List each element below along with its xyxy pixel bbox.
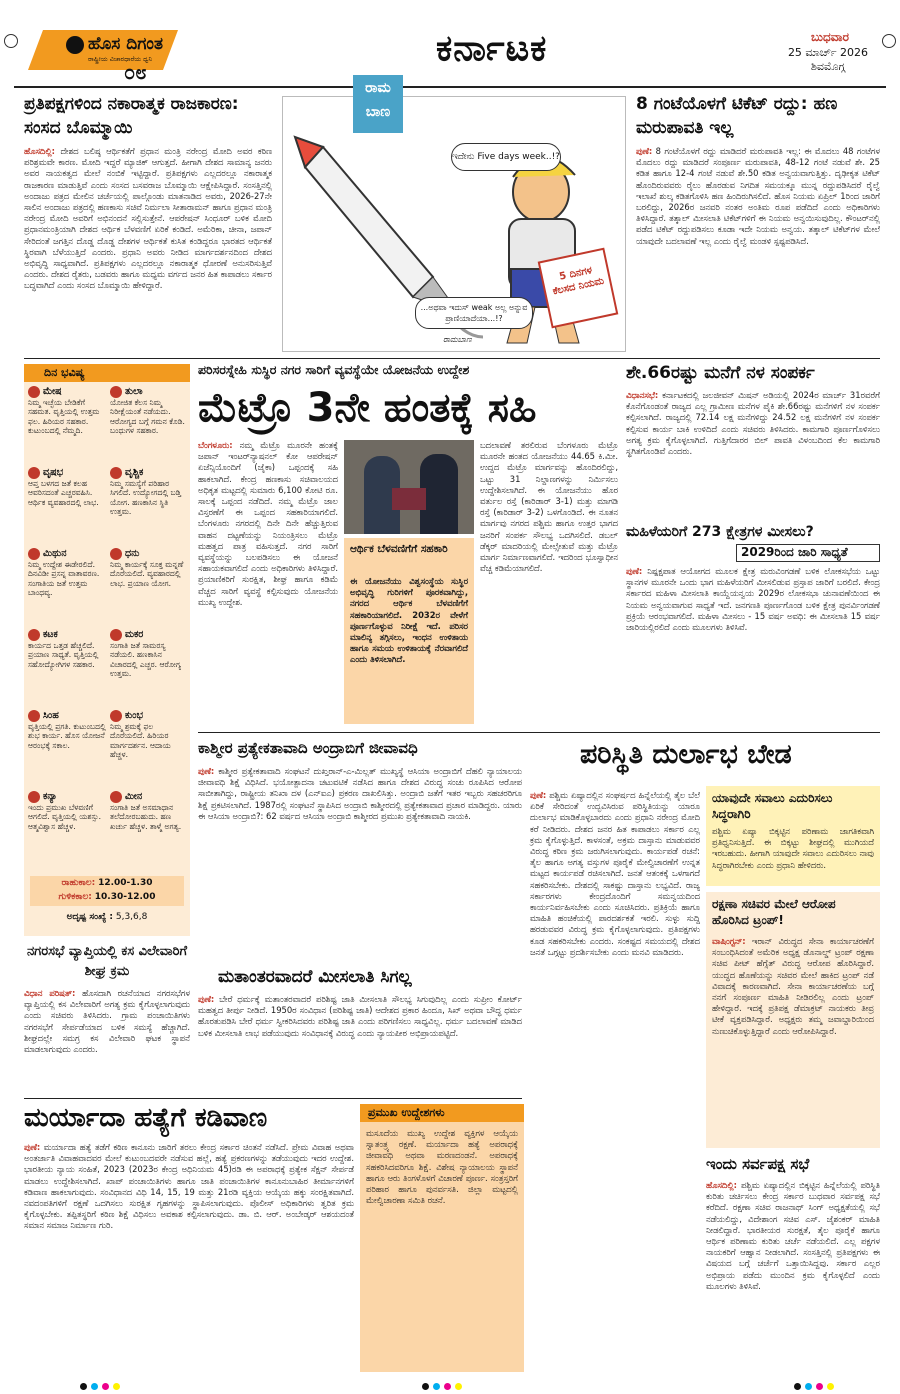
horoscope-item xyxy=(28,629,108,708)
body: ಹೊಸದಾಗಿ ರಚನೆಯಾದ ನಗರಸಭೆಗಳ ವ್ಯಾಪ್ತಿಯಲ್ಲಿ ಕಸ ವಿಲೇವಾರಿಗೆ ಅಗತ್ಯ ಕ್ರಮ ಕೈಗೊಳ್ಳಲಾಗುವುದು ಎಂದು ಸಚಿವರು ತಿಳಿಸಿದರು. ಗ್ರಾಮ ಪಂಚಾಯಿತಿಗಳು ನಗರಸಭೆಗೆ ಸೇರ್ಪಡೆಯಾದ ಬಳಿಕ ಸಮಸ್ಯೆ ಹೆಚ್ಚಾಗಿದೆ. ಶೀಘ್ರದಲ್ಲೇ ಸಮಗ್ರ ಕಸ ವಿಲೇವಾರಿ ಘಟಕ ಸ್ಥಾಪನೆ ಮಾಡಲಾಗುವುದು ಎಂದರು. xyxy=(24,988,190,1055)
sign-name: ಮೀನ xyxy=(125,791,143,802)
headline: ಮರ್ಯಾದಾ ಹತ್ಯೆಗೆ ಕಡಿವಾಣ xyxy=(24,1103,268,1133)
story-conversion xyxy=(198,966,522,1094)
challenge-box xyxy=(706,786,880,886)
horoscope-item xyxy=(28,467,108,546)
sign-prediction: ಆಪ್ತ ಬಳಗದ ಜತೆ ಕಲಹ ಆವರಿಸದಂತೆ ಎಚ್ಚರವಹಿಸಿ. ಆರ್ಥಿಕ ವ್ಯವಹಾರದಲ್ಲಿ ಲಾಭ. xyxy=(28,479,99,507)
headline: ಮತಾಂತರವಾದರೆ ಮೀಸಲಾತಿ ಸಿಗಲ್ಲ xyxy=(218,967,412,987)
zodiac-icon xyxy=(28,710,40,722)
objectives-box xyxy=(360,1104,524,1372)
timings-box xyxy=(30,876,184,906)
sign-name: ಕನ್ಯಾ xyxy=(43,791,58,802)
column-1-body: ನಮ್ಮ ಮೆಟ್ರೊ ಮೂರನೇ ಹಂತಕ್ಕೆ ಜಪಾನ್ ಇಂಟರ್‌ನ್ಯಾಷನಲ್ ಕೋ ಆಪರೇಷನ್ ಏಜೆನ್ಸಿಯೊಂದಿಗೆ (ಜೈಕಾ) ಒಪ್ಪಂದಕ್ಕೆ ಸಹಿ ಹಾಕಲಾಗಿದೆ. ಕೇಂದ್ರ ಹಣಕಾಸು ಸಚಿವಾಲಯದ ಅಧಿಕೃತ ಮಟ್ಟದಲ್ಲಿ ಸುಮಾರು 6,100 ಕೋಟಿ ರೂ. ಸಾಲಕ್ಕೆ ಒಪ್ಪಂದ ನಡೆದಿದೆ. ನಮ್ಮ ಮೆಟ್ರೊ ಜಾಲ ವಿಸ್ತರಣೆಗೆ ಈ ಒಪ್ಪಂದ ಸಹಕಾರಿಯಾಗಲಿದೆ. ಬೆಂಗಳೂರು ನಗರದಲ್ಲಿ ದಿನೇ ದಿನೇ ಹೆಚ್ಚುತ್ತಿರುವ ವಾಹನ ದಟ್ಟಣೆಯನ್ನು ನಿಯಂತ್ರಿಸಲು ಮೆಟ್ರೊ ಮಹತ್ವದ ಪಾತ್ರ ವಹಿಸುತ್ತದೆ. ನಗರ ಸಾರಿಗೆ ವ್ಯವಸ್ಥೆಯನ್ನು ಬಲಪಡಿಸಲು ಈ ಯೋಜನೆ ಸಹಾಯಕವಾಗಲಿದೆ ಎಂದು ಅಧಿಕಾರಿಗಳು ತಿಳಿಸಿದ್ದಾರೆ. ಪ್ರಯಾಣಿಕರಿಗೆ ಸುರಕ್ಷಿತ, ಶೀಘ್ರ ಹಾಗೂ ಕಡಿಮೆ ವೆಚ್ಚದ ಸಾರಿಗೆ ವ್ಯವಸ್ಥೆ ಕಲ್ಪಿಸುವುದು ಯೋಜನೆಯ ಮುಖ್ಯ ಉದ್ದೇಶ. xyxy=(198,440,338,607)
objectives-title: ಪ್ರಮುಖ ಉದ್ದೇಶಗಳು xyxy=(360,1104,524,1122)
column-1 xyxy=(198,440,338,724)
article-body xyxy=(198,994,522,1092)
horoscope-box xyxy=(24,364,190,936)
dateline: ಪುಣೆ: xyxy=(636,146,653,156)
dateline: ವಿಧಾನಸಭೆ: xyxy=(626,390,659,400)
dateline: ವಾಷಿಂಗ್ಟನ್: xyxy=(712,936,746,946)
article-body xyxy=(626,566,880,726)
sign-name: ಮೇಷ xyxy=(43,386,62,397)
row-rule-1 xyxy=(24,358,880,359)
bubble-bottom: ...ಅಥವಾ ಇದುಸ್ weak ಅಲ್ಲ ಅನ್ನುವ ಪ್ರಾಣಿಯಾದೆಯಾ...!? xyxy=(415,297,533,329)
dateline: ಪುಣೆ: xyxy=(198,994,215,1004)
dateline: ವಿಧಾನ ಪರಿಷತ್: xyxy=(24,988,76,998)
sign-prediction: ಇಂದು ಪ್ರಮುಖ ಬೆಳವಣಿಗೆ ಆಗಲಿದೆ. ವೃತ್ತಿಯಲ್ಲಿ ಯಶಸ್ಸು. ಆತ್ಮವಿಶ್ವಾಸ ಹೆಚ್ಚಳ. xyxy=(28,803,102,831)
story-nagarasabhe xyxy=(24,942,190,1092)
dateline: ಪುಣೆ: xyxy=(24,1142,41,1152)
story-crisis xyxy=(530,736,880,782)
story-ticket xyxy=(636,92,880,354)
box-body: ಪಶ್ಚಿಮ ಏಷ್ಯಾ ಬಿಕ್ಕಟ್ಟಿನ ಪರಿಣಾಮ ಜಾಗತಿಕವಾಗಿ ಪ್ರತಿಧ್ವನಿಸುತ್ತಿದೆ. ಈ ಬಿಕ್ಕಟ್ಟು ಶೀಘ್ರದಲ್ಲಿ ಮುಗಿಯದೆ ಇರಬಹುದು. ಹೀಗಾಗಿ ಯಾವುದೇ ಸವಾಲು ಎದುರಿಸಲು ನಾವು ಸಿದ್ಧರಾಗಿರಬೇಕು ಎಂದು ಪ್ರಧಾನಿ ಹೇಳಿದರು. xyxy=(712,826,874,870)
dateline: ಹೊಸದಿಲ್ಲಿ: xyxy=(24,146,56,156)
zodiac-icon xyxy=(110,629,122,641)
sign-prediction: ನಿಮ್ಮ ಉದ್ದೇಶ ಈಡೇರಲಿದೆ. ದಿನವಿಡೀ ಪ್ರಸನ್ನ ವಾತಾವರಣ. ಸಂಗಾತಿಯ ಜತೆ ಉತ್ತಮ ಬಾಂಧವ್ಯ. xyxy=(28,560,100,598)
column-tag-line2: ಬಾಣ xyxy=(365,104,391,120)
headline: ರಕ್ಷಣಾ ಸಚಿವರ ಮೇಲೆ ಆರೋಪ ಹೊರಿಸಿದ ಟ್ರಂಪ್! xyxy=(712,897,836,927)
body: ಮರ್ಯಾದಾ ಹತ್ಯೆ ತಡೆಗೆ ಕಠಿಣ ಕಾನೂನು ಜಾರಿಗೆ ತರಲು ಕೇಂದ್ರ ಸರ್ಕಾರ ಚಿಂತನೆ ನಡೆಸಿದೆ. ಪ್ರೇಮ ವಿವಾಹ ಅಥವಾ ಅಂತರ್ಜಾತಿ ವಿವಾಹವಾದವರ ಮೇಲೆ ಕುಟುಂಬದವರೇ ನಡೆಸುವ ಹಲ್ಲೆ, ಹತ್ಯೆ ಪ್ರಕರಣಗಳನ್ನು ತಡೆಯುವುದು ಇದರ ಉದ್ದೇಶ. ಭಾರತೀಯ ನ್ಯಾಯ ಸಂಹಿತೆ, 2023 (2023ರ ಕೇಂದ್ರ ಅಧಿನಿಯಮ 45)ರಡಿ ಈ ಅಪರಾಧಕ್ಕೆ ಪ್ರತ್ಯೇಕ ಸೆಕ್ಷನ್ ಸೇರ್ಪಡೆ ಮಾಡಲು ಉದ್ದೇಶಿಸಲಾಗಿದೆ. ಖಾಪ್ ಪಂಚಾಯಿತಿಗಳು ಹಾಗೂ ಜಾತಿ ಪಂಚಾಯಿತಿಗಳ ಕಾನೂನುಬಾಹಿರ ತೀರ್ಮಾನಗಳಿಗೆ ಕಡಿವಾಣ ಹಾಕಲಾಗುವುದು. ಸಂವಿಧಾನದ ವಿಧಿ 14, 15, 19 ಮತ್ತು 21ರಡಿ ವ್ಯಕ್ತಿಯ ಆಯ್ಕೆಯ ಹಕ್ಕು ಸಂರಕ್ಷಿತವಾಗಿದೆ. ನವದಂಪತಿಗಳಿಗೆ ರಕ್ಷಣೆ ಒದಗಿಸಲು ಸುರಕ್ಷಿತ ಗೃಹಗಳನ್ನು ಸ್ಥಾಪಿಸಲಾಗುವುದು. ಪೊಲೀಸ್ ಅಧಿಕಾರಿಗಳು ತ್ವರಿತ ಕ್ರಮ ಕೈಗೊಳ್ಳಬೇಕು. ತಪ್ಪಿತಸ್ಥರಿಗೆ ಕಠಿಣ ಶಿಕ್ಷೆ ವಿಧಿಸಲು ಅವಕಾಶ ಕಲ್ಪಿಸಲಾಗುವುದು. ಡಾ. ಬಿ. ಆರ್. ಅಂಬೇಡ್ಕರ್ ಆಶಯದಂತೆ ಸಮಾನ ಸಮಾಜ ನಿರ್ಮಾಣ ಗುರಿ. xyxy=(24,1142,354,1231)
body: ಬೇರೆ ಧರ್ಮಕ್ಕೆ ಮತಾಂತರವಾದರೆ ಪರಿಶಿಷ್ಟ ಜಾತಿ ಮೀಸಲಾತಿ ಸೌಲಭ್ಯ ಸಿಗುವುದಿಲ್ಲ ಎಂದು ಸುಪ್ರೀಂ ಕೋರ್ಟ್ ಮಹತ್ವದ ತೀರ್ಪು ನೀಡಿದೆ. 1950ರ ಸಂವಿಧಾನ (ಪರಿಶಿಷ್ಟ ಜಾತಿ) ಆದೇಶದ ಪ್ರಕಾರ ಹಿಂದೂ, ಸಿಖ್ ಅಥವಾ ಬೌದ್ಧ ಧರ್ಮ ಹೊರತುಪಡಿಸಿ ಬೇರೆ ಧರ್ಮ ಸ್ವೀಕರಿಸಿದವರು ಪರಿಶಿಷ್ಟ ಜಾತಿ ಎಂದು ಪರಿಗಣಿಸಲು ಸಾಧ್ಯವಿಲ್ಲ. ಧರ್ಮ ಬದಲಾವಣೆ ಮಾಡಿದ ಬಳಿಕ ಮೀಸಲಾತಿ ಲಾಭ ಪಡೆಯುವುದು ಸಂವಿಧಾನಕ್ಕೆ ವಿರುದ್ಧ ಎಂದು ನ್ಯಾಯಪೀಠ ಅಭಿಪ್ರಾಯಪಟ್ಟಿದೆ. xyxy=(198,994,522,1038)
story-opposition xyxy=(24,92,272,354)
rahukala-label: ರಾಹುಕಾಲ: xyxy=(61,878,96,888)
placard-text: 5 ದಿನಗಳ ಕೆಲಸದ ನಿಯಮ xyxy=(551,264,606,298)
masthead-rule xyxy=(14,86,886,88)
dateline: ಹೊಸದಿಲ್ಲಿ: xyxy=(706,1180,738,1190)
crop-mark-right xyxy=(882,34,896,48)
box-body: ಈ ಯೋಜನೆಯು ವಿಶ್ವಸಂಸ್ಥೆಯ ಸುಸ್ಥಿರ ಅಭಿವೃದ್ಧಿ ಗುರಿಗಳಿಗೆ ಪೂರಕವಾಗಿದ್ದು, ನಗರದ ಆರ್ಥಿಕ ಬೆಳವಣಿಗೆಗೆ ಸಹಕಾರಿಯಾಗಲಿದೆ. 2032ರ ವೇಳೆಗೆ ಪೂರ್ಣಗೊಳ್ಳುವ ನಿರೀಕ್ಷೆ ಇದೆ. ಪರಿಸರ ಮಾಲಿನ್ಯ ತಗ್ಗಿಸಲು, ಇಂಧನ ಉಳಿತಾಯ ಹಾಗೂ ಸಮಯ ಉಳಿತಾಯಕ್ಕೆ ನೆರವಾಗಲಿದೆ ಎಂದು ತಿಳಿಸಲಾಗಿದೆ. xyxy=(350,576,468,665)
sign-name: ವೃಶ್ಚಿಕ xyxy=(125,467,144,478)
cartoonist-signature: ರಾಮಬಾಣ xyxy=(443,335,472,344)
horoscope-item xyxy=(110,548,190,627)
row-rule-2 xyxy=(198,732,880,733)
headline: ಶೇ.66ರಷ್ಟು ಮನೆಗೆ ನಳ ಸಂಪರ್ಕ xyxy=(626,363,815,383)
horoscope-title: ದಿನ ಭವಿಷ್ಯ xyxy=(44,366,85,379)
lucky-number xyxy=(30,912,184,928)
crisis-body xyxy=(530,790,700,1350)
sign-name: ಮಕರ xyxy=(125,629,144,640)
article-body xyxy=(626,390,880,514)
horoscope-item xyxy=(28,791,108,870)
sign-prediction: ನಿಮ್ಮ ಕಾರ್ಯಕ್ಕೆ ಸೂಕ್ತ ಮನ್ನಣೆ ದೊರೆಯಲಿದೆ. ವ್ಯವಹಾರದಲ್ಲಿ ಲಾಭ. ಪ್ರಯಾಣ ಯೋಗ. xyxy=(110,560,184,588)
sign-prediction: ನಿಮ್ಮ ಶ್ರಮಕ್ಕೆ ಫಲ ದೊರೆಯಲಿದೆ. ಹಿರಿಯರ ಮಾರ್ಗದರ್ಶನ. ಆದಾಯ ಹೆಚ್ಚಳ. xyxy=(110,722,171,760)
dateline: ಪುಣೆ: xyxy=(198,766,215,776)
story-trump xyxy=(706,892,880,1148)
sign-prediction: ಕಾರ್ಯದ ಒತ್ತಡ ಹೆಚ್ಚಲಿದೆ. ಪ್ರಯಾಣ ಸಾಧ್ಯತೆ. ವೃತ್ತಿಯಲ್ಲಿ ಸಹೋದ್ಯೋಗಿಗಳ ಸಹಕಾರ. xyxy=(28,641,99,669)
story-women-reservation xyxy=(626,522,880,728)
lucky-label: ಅದೃಷ್ಟ ಸಂಖ್ಯೆ : xyxy=(66,912,113,922)
sign-name: ಕುಂಭ xyxy=(125,710,143,721)
sign-prediction: ವೃತ್ತಿಯಲ್ಲಿ ಪ್ರಗತಿ. ಕುಟುಂಬದಲ್ಲಿ ಶುಭ ಕಾರ್ಯ. ಹೊಸ ಯೋಜನೆ ಆರಂಭಕ್ಕೆ ಸಕಾಲ. xyxy=(28,722,106,750)
article-body xyxy=(24,1142,354,1370)
body: ಪಶ್ಚಿಮ ಏಷ್ಯಾದಲ್ಲಿನ ಬಿಕ್ಕಟ್ಟಿನ ಹಿನ್ನೆಲೆಯಲ್ಲಿ ಪರಿಸ್ಥಿತಿ ಕುರಿತು ಚರ್ಚಿಸಲು ಕೇಂದ್ರ ಸರ್ಕಾರ ಬುಧವಾರ ಸರ್ವಪಕ್ಷ ಸಭೆ ಕರೆದಿದೆ. ರಕ್ಷಣಾ ಸಚಿವ ರಾಜನಾಥ್ ಸಿಂಗ್ ಅಧ್ಯಕ್ಷತೆಯಲ್ಲಿ ಸಭೆ ನಡೆಯಲಿದ್ದು, ವಿದೇಶಾಂಗ ಸಚಿವ ಎಸ್. ಜೈಶಂಕರ್ ಮಾಹಿತಿ ನೀಡಲಿದ್ದಾರೆ. ಭಾರತೀಯರ ಸುರಕ್ಷತೆ, ತೈಲ ಪೂರೈಕೆ ಹಾಗೂ ಆರ್ಥಿಕ ಪರಿಣಾಮ ಕುರಿತು ಚರ್ಚೆ ನಡೆಯಲಿದೆ. ಎಲ್ಲ ಪಕ್ಷಗಳ ನಾಯಕರಿಗೆ ಆಹ್ವಾನ ನೀಡಲಾಗಿದೆ. ಸಂಸತ್ತಿನಲ್ಲಿ ಪ್ರತಿಪಕ್ಷಗಳು ಈ ವಿಷಯದ ಬಗ್ಗೆ ಚರ್ಚೆಗೆ ಒತ್ತಾಯಿಸಿದ್ದವು. ಸರ್ಕಾರ ಎಲ್ಲರ ಅಭಿಪ್ರಾಯ ಪಡೆದು ಮುಂದಿನ ಕ್ರಮ ಕೈಗೊಳ್ಳಲಿದೆ ಎಂದು ಮೂಲಗಳು ತಿಳಿಸಿವೆ. xyxy=(706,1180,880,1291)
signing-photo xyxy=(344,440,474,534)
issue-day: ಬುಧವಾರ xyxy=(811,30,849,44)
sign-name: ವೃಷಭ xyxy=(43,467,64,478)
sign-name: ಧನು xyxy=(125,548,140,559)
zodiac-icon xyxy=(110,791,122,803)
sign-prediction: ನಿಮ್ಮ ಇಚ್ಛೆಯ ಬೇಡಿಕೆಗೆ ಸಹಮತ. ವೃತ್ತಿಯಲ್ಲಿ ಉತ್ತಮ ಫಲ. ಹಿರಿಯರ ಸಹಕಾರ. ಕುಟುಂಬದಲ್ಲಿ ನೆಮ್ಮದಿ. xyxy=(28,398,100,436)
section-title: ಕರ್ನಾಟಕ xyxy=(436,28,548,69)
sign-prediction: ನಿಮ್ಮ ಸಮಸ್ಯೆಗೆ ಪರಿಹಾರ ಸಿಗಲಿದೆ. ಉದ್ಯೋಗದಲ್ಲಿ ಬಡ್ತಿ ಯೋಗ. ಹಣಕಾಸಿನ ಸ್ಥಿತಿ ಉತ್ತಮ. xyxy=(110,479,182,517)
body: ದೇಶದ ಬಲಿಷ್ಠ ಆರ್ಥಿಕತೆಗೆ ಪ್ರಧಾನ ಮಂತ್ರಿ ನರೇಂದ್ರ ಮೋದಿ ಅವರ ಕಠಿಣ ಪರಿಶ್ರಮವೇ ಕಾರಣ. ಮೋದಿ ಇದ್ದರೆ ಮ್ಯಾಜಿಕ್ ಆಗುತ್ತದೆ. ಹೀಗಾಗಿ ದೇಶದ ಸಾಮಾನ್ಯ ಜನರು ಅವರ ನಾಯಕತ್ವದ ಮೇಲೆ ನಂಬಿಕೆ ಇಟ್ಟಿದ್ದಾರೆ. ಪ್ರತಿಪಕ್ಷಗಳು ಎಲ್ಲದರಲ್ಲೂ ನಕಾರಾತ್ಮಕ ರಾಜಕಾರಣ ಮಾಡುತ್ತಿವೆ ಎಂದು ಸಂಸದ ಬಸವರಾಜ ಬೊಮ್ಮಾಯಿ ಆಕ್ಷೇಪಿಸಿದ್ದಾರೆ. ಸಂಸತ್ತಿನಲ್ಲಿ ಅಂದಾಜು ಪತ್ರದ ಮೇಲಿನ ಚರ್ಚೆಯಲ್ಲಿ ಪಾಲ್ಗೊಂಡು ಮಾತನಾಡಿದ ಅವರು, 2026-27ನೇ ಸಾಲಿನ ಅಂದಾಜು ಪತ್ರದಲ್ಲಿ ಹಣಕಾಸು ಸಚಿವೆ ನಿರ್ಮಲಾ ಸೀತಾರಾಮನ್ ಹಾಗೂ ಪ್ರಧಾನ ಮಂತ್ರಿ ನರೇಂದ್ರ ಮೋದಿ ಅವರಿಗೆ ಅಭಿನಂದನೆ ಸಲ್ಲಿಸುತ್ತೇನೆ. ಆಪರೇಷನ್ ಸಿಂಧೂರ್ ಬಳಿಕ ಮೋದಿ ಪ್ರಧಾನಮಂತ್ರಿಯಾಗಿ ದೇಶದ ಆರ್ಥಿಕ ಬೆಳವಣಿಗೆ ಏರಿಕೆ ಕಂಡಿದೆ. ಅಮೆರಿಕಾ, ಚೀನಾ, ಜಪಾನ್ ಸೇರಿದಂತೆ ಜಗತ್ತಿನ ದೊಡ್ಡ ದೊಡ್ಡ ದೇಶಗಳ ಆರ್ಥಿಕತೆ ಕುಸಿತ ಕಂಡಿದ್ದರೂ ಭಾರತದ ಆರ್ಥಿಕತೆ ಸ್ಥಿರವಾಗಿ ಬೆಳೆಯುತ್ತಿದೆ ಎಂದರು. ಪ್ರಧಾನಿ ಅವರು ನೀಡಿದ ಮಾರ್ಗದರ್ಶನದಿಂದ ದೇಶದ ಅಭಿವೃದ್ಧಿ ಸಾಧ್ಯವಾಗಿದೆ. ಪ್ರತಿಪಕ್ಷಗಳು ಎಲ್ಲದರಲ್ಲೂ ನಕಾರಾತ್ಮಕ ಧೋರಣೆ ಅನುಸರಿಸುತ್ತಿವೆ ಎಂದರು. ದೇಶದ ರೈತರು, ಬಡವರು ಹಾಗೂ ಮಧ್ಯಮ ವರ್ಗದ ಜನರ ಹಿತ ಕಾಪಾಡಲು ಸರ್ಕಾರ ಬದ್ಧವಾಗಿದೆ ಎಂದು ಸಂಸದ ಬೊಮ್ಮಾಯಿ ಹೇಳಿದ್ದಾರೆ. xyxy=(24,146,273,291)
body: ಕರ್ನಾಟಕದಲ್ಲಿ ಜಲಜೀವನ್ ಮಿಷನ್ ಅಡಿಯಲ್ಲಿ 2024ರ ಮಾರ್ಚ್ 31ರವರೆಗೆ ಕೊನೆಗೊಂಡಂತೆ ರಾಜ್ಯದ ಎಲ್ಲ ಗ್ರಾಮೀಣ ಮನೆಗಳ ಪೈಕಿ ಶೇ.66ರಷ್ಟು ಮನೆಗಳಿಗೆ ನಳ ಸಂಪರ್ಕ ಕಲ್ಪಿಸಲಾಗಿದೆ. ರಾಜ್ಯದಲ್ಲಿ 72.14 ಲಕ್ಷ ಮನೆಗಳಿದ್ದು 24.52 ಲಕ್ಷ ಮನೆಗಳಿಗೆ ನಳ ಸಂಪರ್ಕ ಕಲ್ಪಿಸುವ ಕಾರ್ಯ ಬಾಕಿ ಉಳಿದಿದೆ ಎಂದು ಸಚಿವರು ತಿಳಿಸಿದರು. ಕಾಮಗಾರಿ ಪೂರ್ಣಗೊಳಿಸಲು ಅಗತ್ಯ ಕ್ರಮ ಕೈಗೊಳ್ಳಲಾಗಿದೆ. ಗುತ್ತಿಗೆದಾರರ ಬಿಲ್ ಪಾವತಿ ವಿಳಂಬದಿಂದ ಕೆಲ ಕಾಮಗಾರಿ ಸ್ಥಗಿತಗೊಂಡಿವೆ ಎಂದರು. xyxy=(626,390,880,457)
horoscope-item xyxy=(28,548,108,627)
dateline: ಪುಣೆ: xyxy=(626,566,643,576)
story-water xyxy=(626,362,880,516)
horoscope-header xyxy=(24,364,190,382)
registration-dots-right xyxy=(792,1375,852,1385)
zodiac-icon xyxy=(110,467,122,479)
bubble-top: ಇದೇನು Five days week..!? xyxy=(451,143,561,171)
headline: ಪ್ರತಿಪಕ್ಷಗಳಿಂದ ನಕಾರಾತ್ಮಕ ರಾಜಕಾರಣ: ಸಂಸದ ಬೊಮ್ಮಾಯಿ xyxy=(24,94,239,138)
horoscope-item xyxy=(110,791,190,870)
page-number: ೦೮ xyxy=(124,60,147,84)
headline: ಕಾಶ್ಮೀರ ಪ್ರತ್ಯೇಕತಾವಾದಿ ಅಂದ್ರಾಬಿಗೆ ಜೀವಾವಧಿ xyxy=(198,739,418,757)
horoscope-item xyxy=(28,386,108,465)
article-body xyxy=(198,766,522,952)
sign-prediction: ಸಂಗಾತಿ ಜತೆ ಸಾಮರಸ್ಯ ನಡೆಯಲಿ. ಹಣಕಾಸಿನ ವಿಚಾರದಲ್ಲಿ ಎಚ್ಚರ. ಆರೋಗ್ಯ ಉತ್ತಮ. xyxy=(110,641,182,679)
story-kashmir xyxy=(198,738,522,954)
headline: ಇಂದು ಸರ್ವಪಕ್ಷ ಸಭೆ xyxy=(706,1155,810,1173)
story-honor-killing xyxy=(24,1102,354,1372)
headline: 8 ಗಂಟೆಯೊಳಗೆ ಟಿಕೆಟ್ ರದ್ದು: ಹಣ ಮರುಪಾವತಿ ಇಲ್ಲ xyxy=(636,94,838,138)
registration-dots-center xyxy=(420,1375,480,1385)
subhead: 2029ರಿಂದ ಜಾರಿ ಸಾಧ್ಯತೆ xyxy=(736,544,880,562)
sign-prediction: ಸಂಗಾತಿ ಜತೆ ಅಸಮಾಧಾನ ತಲೆದೋರಬಹುದು. ಹಣ ಖರ್ಚು ಹೆಚ್ಚಳ. ತಾಳ್ಮೆ ಅಗತ್ಯ. xyxy=(110,803,182,831)
zodiac-icon xyxy=(110,710,122,722)
column-2: ಬದಲಾವಣೆ ತರಲಿರುವ ಬೆಂಗಳೂರು ಮೆಟ್ರೊ ಮೂರನೇ ಹಂತದ ಯೋಜನೆಯು 44.65 ಕಿ.ಮೀ. ಉದ್ದದ ಮೆಟ್ರೊ ಮಾರ್ಗವನ್ನು ಹೊಂದಿರಲಿದ್ದು, ಒಟ್ಟು 31 ನಿಲ್ದಾಣಗಳನ್ನು ನಿರ್ಮಿಸಲು ಉದ್ದೇಶಿಸಲಾಗಿದೆ. ಈ ಯೋಜನೆಯು ಹೊರ ವರ್ತುಲ ರಸ್ತೆ (ಕಾರಿಡಾರ್ 3-1) ಮತ್ತು ಮಾಗಡಿ ರಸ್ತೆ (ಕಾರಿಡಾರ್ 3-2) ಒಳಗೊಂಡಿದೆ. ಈ ನೂತನ ಮಾರ್ಗವು ನಗರದ ಪಶ್ಚಿಮ ಹಾಗೂ ಉತ್ತರ ಭಾಗದ ಜನರಿಗೆ ಸಂಪರ್ಕ ಸೌಲಭ್ಯ ಒದಗಿಸಲಿದೆ. ಡಬಲ್ ಡೆಕ್ಕರ್ ಮಾದರಿಯಲ್ಲಿ ಮೇಲ್ಸೇತುವೆ ಮತ್ತು ಮೆಟ್ರೊ ಮಾರ್ಗ ನಿರ್ಮಾಣವಾಗಲಿದೆ. ಇದರಿಂದ ಭೂಸ್ವಾಧೀನ ವೆಚ್ಚ ಕಡಿಮೆಯಾಗಲಿದೆ. xyxy=(480,440,618,574)
dateline: ಬೆಂಗಳೂರು: xyxy=(198,440,233,450)
article-body xyxy=(24,146,272,350)
sign-name: ಸಿಂಹ xyxy=(43,710,59,721)
body: ನಿಷ್ಪಕ್ಷಪಾತ ಆಯೋಗದ ಮೂಲಕ ಕ್ಷೇತ್ರ ಮರುವಿಂಗಡಣೆ ಬಳಿಕ ಲೋಕಸಭೆಯ ಒಟ್ಟು ಸ್ಥಾನಗಳ ಮೂರನೇ ಒಂದು ಭಾಗ ಮಹಿಳೆಯರಿಗೆ ಮೀಸಲಿಡುವ ಪ್ರಸ್ತಾಪ ಜಾರಿಗೆ ಬರಲಿದೆ. ಕೇಂದ್ರ ಸರ್ಕಾರದ ಮಹಿಳಾ ಮೀಸಲಾತಿ ಕಾಯ್ದೆಯನ್ವಯ 2029ರ ಲೋಕಸಭಾ ಚುನಾವಣೆಯಿಂದ ಈ ನಿಯಮ ಅನ್ವಯವಾಗುವ ಸಾಧ್ಯತೆ ಇದೆ. ಜನಗಣತಿ ಪೂರ್ಣಗೊಂಡ ಬಳಿಕ ಕ್ಷೇತ್ರ ಪುನರ್ವಿಂಗಡಣೆ ಪ್ರಕ್ರಿಯೆ ಆರಂಭವಾಗಲಿದೆ. ಮಹಿಳಾ ಮೀಸಲು - 15 ವರ್ಷ ಅವಧಿ: ಈ ಮೀಸಲಾತಿ 15 ವರ್ಷ ಜಾರಿಯಲ್ಲಿರಲಿದೆ ಎಂದು ಮೂಲಗಳು ತಿಳಿಸಿವೆ. xyxy=(626,566,880,633)
body: ಇರಾನ್ ವಿರುದ್ಧದ ಸೇನಾ ಕಾರ್ಯಾಚರಣೆಗೆ ಸಂಬಂಧಿಸಿದಂತೆ ಅಮೆರಿಕ ಅಧ್ಯಕ್ಷ ಡೊನಾಲ್ಡ್ ಟ್ರಂಪ್ ರಕ್ಷಣಾ ಸಚಿವ ಪೀಟ್ ಹೆಗ್ಸೆತ್ ವಿರುದ್ಧ ಆರೋಪ ಹೊರಿಸಿದ್ದಾರೆ. ಯುದ್ಧದ ಹೊಣೆಯನ್ನು ಸಚಿವರ ಮೇಲೆ ಹಾಕಿದ ಟ್ರಂಪ್ ನಡೆ ವಿವಾದಕ್ಕೆ ಕಾರಣವಾಗಿದೆ. ಸೇನಾ ಕಾರ್ಯಾಚರಣೆಯ ಬಗ್ಗೆ ನನಗೆ ಸಂಪೂರ್ಣ ಮಾಹಿತಿ ನೀಡಿರಲಿಲ್ಲ ಎಂದು ಟ್ರಂಪ್ ಹೇಳಿದ್ದಾರೆ. ಇದಕ್ಕೆ ಪ್ರತಿಪಕ್ಷ ಡೆಮಾಕ್ರಟ್ ನಾಯಕರು ತೀವ್ರ ಟೀಕೆ ವ್ಯಕ್ತಪಡಿಸಿದ್ದಾರೆ. ಅಧ್ಯಕ್ಷರು ತಮ್ಮ ಜವಾಬ್ದಾರಿಯಿಂದ ನುಣುಚಿಕೊಳ್ಳುತ್ತಿದ್ದಾರೆ ಎಂದು ಆರೋಪಿಸಿದ್ದಾರೆ. xyxy=(712,936,874,1036)
sign-name: ಕಟಕ xyxy=(43,629,58,640)
crop-mark-left xyxy=(4,34,18,48)
rahukala-value: 12.00-1.30 xyxy=(98,878,153,888)
gulika-value: 10.30-12.00 xyxy=(94,892,156,902)
horoscope-item xyxy=(110,710,190,789)
gulika-label: ಗುಳಿಕಕಾಲ: xyxy=(58,892,92,902)
zodiac-icon xyxy=(110,386,122,398)
box-headline: ಯಾವುದೇ ಸವಾಲು ಎದುರಿಸಲು ಸಿದ್ಧರಾಗಿರಿ xyxy=(712,791,833,821)
issue-city: ಶಿವಮೊಗ್ಗ xyxy=(810,60,846,73)
cartoon-panel xyxy=(282,80,626,352)
body: ಪಶ್ಚಿಮ ಏಷ್ಯಾದಲ್ಲಿನ ಸಂಘರ್ಷದ ಹಿನ್ನೆಲೆಯಲ್ಲಿ ತೈಲ ಬೆಲೆ ಏರಿಕೆ ಸೇರಿದಂತೆ ಉದ್ಭವಿಸಿರುವ ಪರಿಸ್ಥಿತಿಯನ್ನು ಯಾರೂ ದುರ್ಲಾಭ ಮಾಡಿಕೊಳ್ಳಬಾರದು ಎಂದು ಪ್ರಧಾನಿ ನರೇಂದ್ರ ಮೋದಿ ಕರೆ ನೀಡಿದರು. ದೇಶದ ಜನರ ಹಿತ ಕಾಪಾಡಲು ಸರ್ಕಾರ ಎಲ್ಲ ಕ್ರಮ ಕೈಗೊಳ್ಳುತ್ತಿದೆ. ಕಾಳಸಂತೆ, ಅಕ್ರಮ ದಾಸ್ತಾನು ಮಾಡುವವರ ವಿರುದ್ಧ ಕಠಿಣ ಕ್ರಮ ಜರುಗಿಸಲಾಗುವುದು. ಕಾರ್ಯಪಡೆ ರಚನೆ: ತೈಲ ಹಾಗೂ ಅಗತ್ಯ ವಸ್ತುಗಳ ಪೂರೈಕೆ ಮೇಲ್ವಿಚಾರಣೆಗೆ ಉನ್ನತ ಮಟ್ಟದ ಕಾರ್ಯಪಡೆ ರಚಿಸಲಾಗಿದೆ. ಜನತೆ ಆತಂಕಕ್ಕೆ ಒಳಗಾಗದೆ ಸಹಕರಿಸಬೇಕು. ದೇಶದಲ್ಲಿ ಸಾಕಷ್ಟು ದಾಸ್ತಾನು ಲಭ್ಯವಿದೆ. ರಾಜ್ಯ ಸರ್ಕಾರಗಳು ಕೇಂದ್ರದೊಂದಿಗೆ ಸಮನ್ವಯದಿಂದ ಕಾರ್ಯನಿರ್ವಹಿಸಬೇಕು ಎಂದು ಸೂಚಿಸಿದರು. ಪ್ರತಿಕ್ರಿಯೆ ಹಾಗೂ ಮಾಹಿತಿ ಹಂಚಿಕೆಯಲ್ಲಿ ಪಾರದರ್ಶಕತೆ ಇರಲಿ. ಸುಳ್ಳು ಸುದ್ದಿ ಹರಡುವವರ ವಿರುದ್ಧ ಕ್ರಮ ಕೈಗೊಳ್ಳಲಾಗುವುದು. ಪ್ರತಿಪಕ್ಷಗಳು ಕೂಡ ಸಹಕರಿಸಬೇಕು ಎಂದರು. ಸಂಕಷ್ಟದ ಸಮಯದಲ್ಲಿ ದೇಶದ ಜನತೆ ಒಗ್ಗಟ್ಟು ಪ್ರದರ್ಶಿಸಬೇಕು ಎಂದು ಮನವಿ ಮಾಡಿದರು. xyxy=(530,790,700,957)
story-all-party xyxy=(706,1154,880,1372)
zodiac-icon xyxy=(28,467,40,479)
headline: ನಗರಸಭೆ ವ್ಯಾಪ್ತಿಯಲ್ಲಿ ಕಸ ವಿಲೇವಾರಿಗೆ ಶೀಘ್ರ ಕ್ರಮ xyxy=(26,944,188,979)
sign-name: ತುಲಾ xyxy=(125,386,143,397)
sign-prediction: ಯೋಜಿತ ಕೆಲಸ ನಿಮ್ಮ ನಿರೀಕ್ಷೆಯಂತೆ ನಡೆಯದು. ಆರೋಗ್ಯದ ಬಗ್ಗೆ ಗಮನ ಕೊಡಿ. ಬಂಧುಗಳ ಸಹಕಾರ. xyxy=(110,398,185,436)
kicker: ಪರಿಸರಸ್ನೇಹಿ ಸುಸ್ಥಿರ ನಗರ ಸಾರಿಗೆ ವ್ಯವಸ್ಥೆಯೇ ಯೋಜನೆಯ ಉದ್ದೇಶ xyxy=(198,362,470,377)
box-title: ಆರ್ಥಿಕ ಬೆಳವಣಿಗೆಗೆ ಸಹಕಾರಿ xyxy=(350,543,448,555)
objectives-body: ಮಸೂದೆಯ ಮುಖ್ಯ ಉದ್ದೇಶ ವ್ಯಕ್ತಿಗಳ ಆಯ್ಕೆಯ ಸ್ವಾತಂತ್ರ್ಯ ರಕ್ಷಣೆ. ಮರ್ಯಾದಾ ಹತ್ಯೆ ಅಪರಾಧಕ್ಕೆ ಜೀವಾವಧಿ ಅಥವಾ ಮರಣದಂಡನೆ. ಅಪರಾಧಕ್ಕೆ ಸಹಕರಿಸಿದವರಿಗೂ ಶಿಕ್ಷೆ. ವಿಶೇಷ ನ್ಯಾಯಾಲಯ ಸ್ಥಾಪನೆ ಹಾಗೂ ಆರು ತಿಂಗಳೊಳಗೆ ವಿಚಾರಣೆ ಪೂರ್ಣ. ಸಂತ್ರಸ್ತರಿಗೆ ಪರಿಹಾರ ಹಾಗೂ ಪುನರ್ವಸತಿ. ಜಿಲ್ಲಾ ಮಟ್ಟದಲ್ಲಿ ಮೇಲ್ವಿಚಾರಣಾ ಸಮಿತಿ ರಚನೆ. xyxy=(366,1128,518,1206)
zodiac-icon xyxy=(28,629,40,641)
body: ಕಾಶ್ಮೀರ ಪ್ರತ್ಯೇಕತಾವಾದಿ ಸಂಘಟನೆ ದುಖ್ತರಾನ್-ಎ-ಮಿಲ್ಲತ್ ಮುಖ್ಯಸ್ಥೆ ಆಸಿಯಾ ಅಂದ್ರಾಬಿಗೆ ದೆಹಲಿ ನ್ಯಾಯಾಲಯ ಜೀವಾವಧಿ ಶಿಕ್ಷೆ ವಿಧಿಸಿದೆ. ಭಯೋತ್ಪಾದನಾ ಚಟುವಟಿಕೆ ನಡೆಸಿದ ಹಾಗೂ ದೇಶದ ವಿರುದ್ಧ ಸಂಚು ರೂಪಿಸಿದ ಆರೋಪ ಸಾಬೀತಾಗಿದ್ದು, ರಾಷ್ಟ್ರೀಯ ತನಿಖಾ ದಳ (ಎನ್‌ಐಎ) ಪ್ರಕರಣ ದಾಖಲಿಸಿತ್ತು. ಅಂದ್ರಾಬಿ ಜತೆಗೆ ಇತರ ಇಬ್ಬರು ಸಹಚರರಿಗೂ ಶಿಕ್ಷೆ ಪ್ರಕಟಿಸಲಾಗಿದೆ. 1987ರಲ್ಲಿ ಸಂಘಟನೆ ಸ್ಥಾಪಿಸಿದ ಅಂದ್ರಾಬಿ ಕಾಶ್ಮೀರದಲ್ಲಿ ಪ್ರತ್ಯೇಕತಾವಾದ ಪ್ರಚಾರ ಮಾಡಿದ್ದರು. ಯಾರು ಈ ಆಸಿಯಾ ಅಂದ್ರಾಬಿ?: 62 ವರ್ಷದ ಆಸಿಯಾ ಅಂದ್ರಾಬಿ ಕಾಶ್ಮೀರದ ಪ್ರಮುಖ ಪ್ರತ್ಯೇಕತಾವಾದಿ ನಾಯಕಿ. xyxy=(198,766,522,821)
horoscope-item xyxy=(110,386,190,465)
brand-name: ಹೊಸ ದಿಗಂತ xyxy=(88,34,163,54)
brand-logo-icon xyxy=(66,36,84,54)
document-folder xyxy=(392,488,426,510)
horoscope-item xyxy=(28,710,108,789)
horoscope-item xyxy=(110,467,190,546)
headline: ಮಹಿಳೆಯರಿಗೆ 273 ಕ್ಷೇತ್ರಗಳ ಮೀಸಲು? xyxy=(626,524,814,540)
dateline: ಪುಣೆ: xyxy=(530,790,547,800)
story-metro xyxy=(198,362,618,728)
headline: ಮೆಟ್ರೊ 3ನೇ ಹಂತಕ್ಕೆ ಸಹಿ xyxy=(198,385,537,431)
article-body xyxy=(24,988,190,1090)
article-body xyxy=(636,146,880,350)
brand-tagline: ರಾಷ್ಟ್ರೀಯ ವಿಚಾರಧಾರೆಯ ಧ್ವನಿ xyxy=(88,55,153,63)
zodiac-icon xyxy=(28,548,40,560)
column-tag-line1: ರಾಮ xyxy=(365,80,391,96)
registration-dots-left xyxy=(78,1375,138,1385)
article-body xyxy=(712,936,874,1144)
sign-name: ಮಿಥುನ xyxy=(43,548,67,559)
article-body xyxy=(706,1180,880,1370)
lucky-value: 5,3,6,8 xyxy=(115,912,148,922)
zodiac-icon xyxy=(28,386,40,398)
masthead xyxy=(0,0,900,86)
horoscope-item xyxy=(110,629,190,708)
zodiac-icon xyxy=(110,548,122,560)
headline: ಪರಿಸ್ಥಿತಿ ದುರ್ಲಾಭ ಬೇಡ xyxy=(580,739,792,770)
issue-date: 25 ಮಾರ್ಚ್ 2026 xyxy=(787,46,869,59)
economy-box xyxy=(344,538,474,724)
row-rule-3 xyxy=(24,1098,522,1099)
zodiac-icon xyxy=(28,791,40,803)
body: 8 ಗಂಟೆಯೊಳಗೆ ರದ್ದು ಮಾಡಿದರೆ ಮರುಪಾವತಿ ಇಲ್ಲ: ಈ ಮೊದಲು 48 ಗಂಟೆಗಳ ಮೊದಲು ರದ್ದು ಮಾಡಿದರೆ ಸಂಪೂರ್ಣ ಮರುಪಾವತಿ, 48-12 ಗಂಟೆ ನಡುವೆ ಶೇ. 25 ಕಡಿತ ಹಾಗೂ 12-4 ಗಂಟೆ ನಡುವೆ ಶೇ.50 ಕಡಿತ ಅನ್ವಯವಾಗುತ್ತಿತ್ತು. ದೃಢೀಕೃತ ಟಿಕೆಟ್ ಹೊಂದಿರುವವರು ರೈಲು ಹೊರಡುವ ನಿಗದಿತ ಸಮಯಕ್ಕೂ ಮುನ್ನ ರದ್ದುಪಡಿಸಿದರೆ ರೈಲ್ವೆ ಇಲಾಖೆ ಶುಲ್ಕ ಕಡಿತಗೊಳಿಸಿ ಹಣ ಹಿಂದಿರುಗಿಸಲಿದೆ. ಹೊಸ ನಿಯಮ ಏಪ್ರಿಲ್ 1ರಿಂದ ಜಾರಿಗೆ ಬರಲಿದ್ದು, 2026ರ ಜನವರಿ ನಂತರ ಅಂತಿಮ ರೂಪ ಪಡೆದಿದೆ ಎಂದು ಅಧಿಕಾರಿಗಳು ತಿಳಿಸಿದ್ದಾರೆ. ತತ್ಕಾಲ್ ಮೀಸಲಾತಿ ಟಿಕೆಟ್‌ಗಳಿಗೆ ಈ ನಿಯಮ ಅನ್ವಯಿಸುವುದಿಲ್ಲ. ಕೌಂಟರ್‌ನಲ್ಲಿ ಪಡೆದ ಟಿಕೆಟ್ ರದ್ದುಪಡಿಸಲು ಕೂಡಾ ಇದೇ ನಿಯಮ ಅನ್ವಯ. ತತ್ಕಾಲ್ ಟಿಕೆಟ್‌ಗಳ ಮೇಲೆ ಯಾವುದೇ ಬದಲಾವಣೆ ಇಲ್ಲ ಎಂದು ರೈಲ್ವೆ ಮಂಡಳಿ ಸ್ಪಷ್ಟಪಡಿಸಿದೆ. xyxy=(636,146,880,246)
horoscope-grid xyxy=(24,386,190,872)
